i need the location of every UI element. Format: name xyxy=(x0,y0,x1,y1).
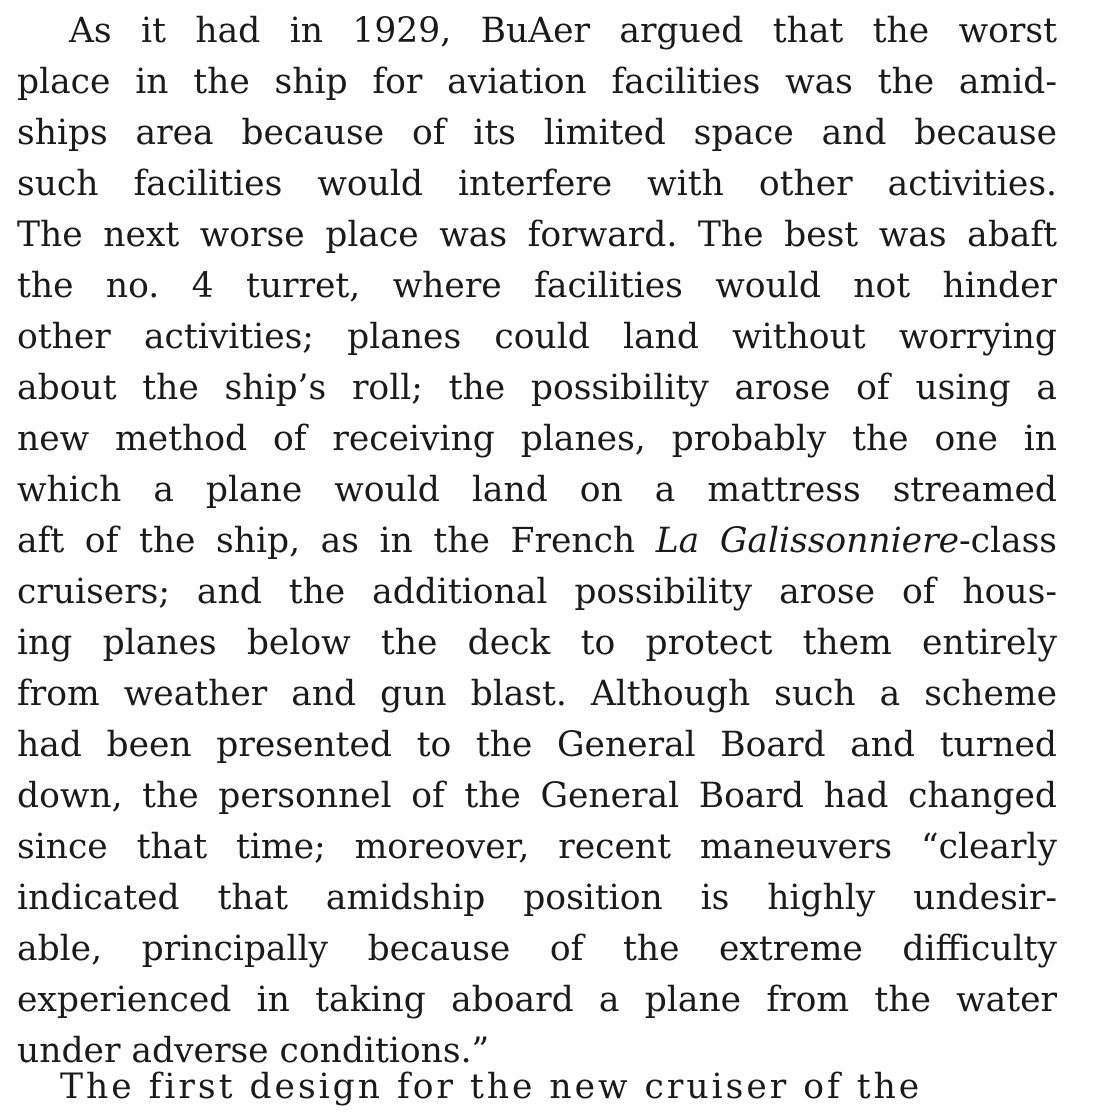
paragraph-line: had been presented to the General Board and turned xyxy=(17,725,1057,765)
line-text-before: aft of the ship, as in the French xyxy=(17,521,656,561)
paragraph-line: from weather and gun blast. Although such a scheme xyxy=(17,674,1057,714)
paragraph-line: such facilities would interfere with other activities. xyxy=(17,164,1057,204)
paragraph-line: experienced in taking aboard a plane from the water xyxy=(17,980,1057,1020)
paragraph-line: since that time; moreover, recent maneuvers “clearly xyxy=(17,827,1057,867)
ship-class-name: La Galissonniere xyxy=(655,521,959,561)
paragraph-line: cruisers; and the additional possibility arose of hous- xyxy=(17,572,1057,612)
paragraph-line: which a plane would land on a mattress streamed xyxy=(17,470,1057,510)
cropped-next-line-text: The first design for the new cruiser of the xyxy=(60,1067,923,1107)
paragraph-line: indicated that amidship position is highly undesir- xyxy=(17,878,1057,918)
paragraph-line: about the ship’s roll; the possibility arose of using a xyxy=(17,368,1057,408)
paragraph-line-with-ship-class xyxy=(17,516,1057,567)
body-paragraph xyxy=(17,6,1057,1077)
paragraph-line: As it had in 1929, BuAer argued that the worst xyxy=(69,11,1057,51)
paragraph-line: the no. 4 turret, where facilities would not hinder xyxy=(17,266,1057,306)
paragraph-line: ships area because of its limited space and because xyxy=(17,113,1057,153)
paragraph-line: The next worse place was forward. The best was abaft xyxy=(17,215,1057,255)
paragraph-line: able, principally because of the extreme difficulty xyxy=(17,929,1057,969)
line-text-after: -class xyxy=(959,521,1057,561)
cropped-next-line xyxy=(60,1064,1050,1107)
paragraph-line: down, the personnel of the General Board had changed xyxy=(17,776,1057,816)
paragraph-line: other activities; planes could land without worrying xyxy=(17,317,1057,357)
paragraph-line: ing planes below the deck to protect them entirely xyxy=(17,623,1057,663)
paragraph-line: new method of receiving planes, probably the one in xyxy=(17,419,1057,459)
paragraph-line: place in the ship for aviation facilities was the amid- xyxy=(17,62,1057,102)
paragraph-last-line: under adverse conditions.” xyxy=(17,1031,490,1071)
